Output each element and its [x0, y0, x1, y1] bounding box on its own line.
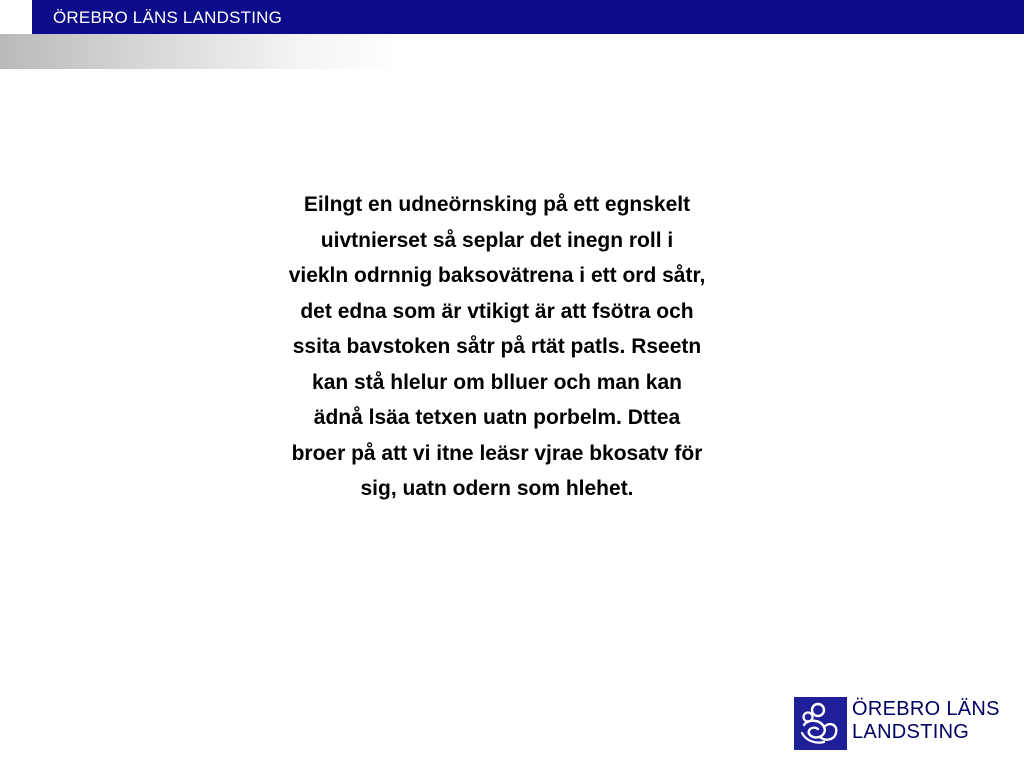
header-title: ÖREBRO LÄNS LANDSTING [53, 8, 283, 27]
body-line: Eilngt en udneörnsking på ett egnskelt [303, 193, 691, 216]
landsting-emblem-icon [794, 697, 847, 750]
body-line: det edna som är vtikigt är att fsötra och [300, 299, 694, 323]
body-line: uivtnierset så seplar det inegn roll i [320, 228, 674, 252]
body-line: broer på att vi itne leäsr vjrae bkosatv för [291, 441, 703, 465]
body-paragraph [232, 187, 762, 507]
body-line: ädnå lsäa tetxen uatn porbelm. Dttea [313, 406, 681, 429]
header-bar [0, 0, 1024, 34]
logo-text [852, 698, 1000, 744]
logo [794, 696, 1004, 752]
body-line: ssita bavstoken såtr på rtät patls. Rseetn [292, 335, 702, 358]
body-line: kan stå hlelur om blluer och man kan [312, 370, 682, 394]
body-line: viekln odrnnig baksovätrena i ett ord såtr, [288, 264, 706, 287]
gradient-strip [0, 34, 400, 69]
header-corner [0, 0, 32, 34]
logo-line-2: LANDSTING [852, 721, 970, 743]
body-line: sig, uatn odern som hlehet. [360, 477, 634, 500]
logo-line-1: ÖREBRO LÄNS [852, 698, 1000, 720]
